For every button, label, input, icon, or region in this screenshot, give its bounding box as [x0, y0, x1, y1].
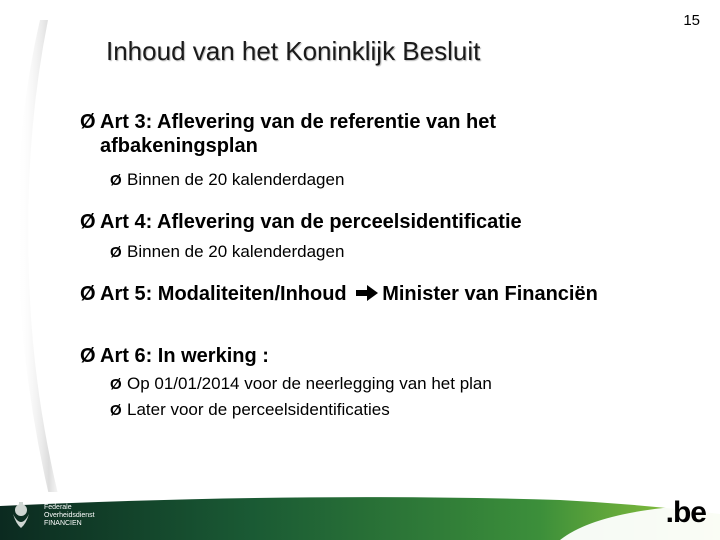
slide-number: 15 — [683, 12, 700, 29]
sub-bullet-label: Op 01/01/2014 voor de neerlegging van het plan — [127, 374, 492, 393]
bullet-art-5 — [80, 282, 640, 306]
sub-bullet-label: Later voor de perceelsidentificaties — [127, 400, 390, 419]
be-logo: .be — [665, 496, 706, 529]
bullet-art-6 — [80, 344, 640, 368]
bullet-arrow-icon: Ø — [80, 111, 96, 133]
bullet-label: Art 5: Modaliteiten/Inhoud — [100, 283, 347, 305]
slide-title: Inhoud van het Koninklijk Besluit — [106, 36, 481, 66]
sub-bullet-arrow-icon: Ø — [110, 244, 122, 261]
bullet-arrow-icon: Ø — [80, 283, 96, 305]
bullet-art-4 — [80, 210, 640, 234]
org-line: Federale — [44, 504, 72, 511]
footer-banner — [0, 492, 720, 540]
bullet-label-continued: Minister van Financiën — [382, 283, 598, 305]
sub-bullet — [110, 242, 344, 263]
bullet-label: Art 4: Aflevering van de perceelsidentificatie — [100, 211, 522, 233]
bullet-arrow-icon: Ø — [80, 345, 96, 367]
belgian-crest-icon — [6, 500, 36, 532]
bullet-arrow-icon: Ø — [80, 211, 96, 233]
sub-bullet-arrow-icon: Ø — [110, 376, 122, 393]
sub-bullet-arrow-icon: Ø — [110, 402, 122, 419]
sub-bullet — [110, 400, 390, 421]
org-line: FINANCIEN — [44, 520, 82, 527]
bullet-art-3 — [80, 110, 640, 158]
sub-bullet — [110, 170, 344, 191]
sub-bullet-arrow-icon: Ø — [110, 172, 122, 189]
org-line: Overheidsdienst — [44, 512, 95, 519]
sub-bullet-label: Binnen de 20 kalenderdagen — [127, 242, 345, 261]
bullet-label: Art 3: Aflevering van de referentie van het afbakeningsplan — [100, 111, 497, 157]
sub-bullet — [110, 374, 492, 395]
bullet-label: Art 6: In werking : — [100, 345, 269, 367]
right-arrow-icon — [356, 285, 378, 301]
organisation-name — [44, 504, 95, 528]
sub-bullet-label: Binnen de 20 kalenderdagen — [127, 170, 345, 189]
decorative-swoosh — [0, 0, 120, 540]
